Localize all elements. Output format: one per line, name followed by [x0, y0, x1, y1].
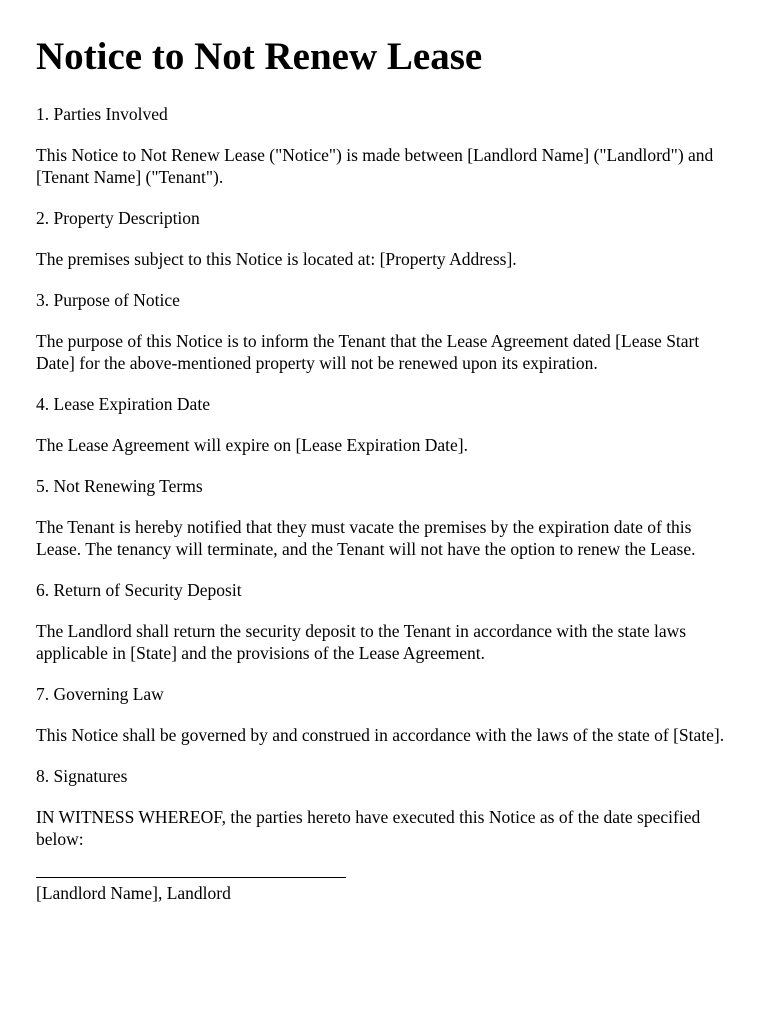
signature-label: [Landlord Name], Landlord: [36, 883, 231, 903]
section-heading-purpose: 3. Purpose of Notice: [36, 290, 180, 310]
section-heading-property: 2. Property Description: [36, 208, 200, 228]
section-heading-terms: 5. Not Renewing Terms: [36, 476, 203, 496]
section-body-parties: This Notice to Not Renew Lease ("Notice") is made between [Landlord Name] ("Landlord") and [Tenant Name] ("Tenant").: [36, 145, 714, 187]
section-body-law: This Notice shall be governed by and construed in accordance with the laws of the state of [State].: [36, 725, 725, 745]
section-body-expiration: The Lease Agreement will expire on [Lease Expiration Date].: [36, 435, 468, 455]
section-heading-deposit: 6. Return of Security Deposit: [36, 580, 242, 600]
section-heading-law: 7. Governing Law: [36, 684, 164, 704]
section-body-terms: The Tenant is hereby notified that they must vacate the premises by the expiration date of this Lease. The tenancy will terminate, and the Tenant will not have the option to renew the Lease.: [36, 517, 696, 559]
signature-line: [36, 877, 346, 878]
section-body-purpose: The purpose of this Notice is to inform the Tenant that the Lease Agreement dated [Lease Start Date] for the above-mentioned property will not be renewed upon its expiration.: [36, 331, 700, 373]
section-body-property: The premises subject to this Notice is located at: [Property Address].: [36, 249, 517, 269]
section-heading-signatures: 8. Signatures: [36, 766, 128, 786]
document-title: Notice to Not Renew Lease: [36, 35, 483, 78]
section-body-signatures: IN WITNESS WHEREOF, the parties hereto have executed this Notice as of the date specified below:: [36, 807, 701, 849]
section-body-deposit: The Landlord shall return the security deposit to the Tenant in accordance with the state laws applicable in [State] and the provisions of the Lease Agreement.: [36, 621, 687, 663]
section-heading-expiration: 4. Lease Expiration Date: [36, 394, 210, 414]
section-heading-parties: 1. Parties Involved: [36, 104, 168, 124]
document-body: [36, 103, 736, 904]
